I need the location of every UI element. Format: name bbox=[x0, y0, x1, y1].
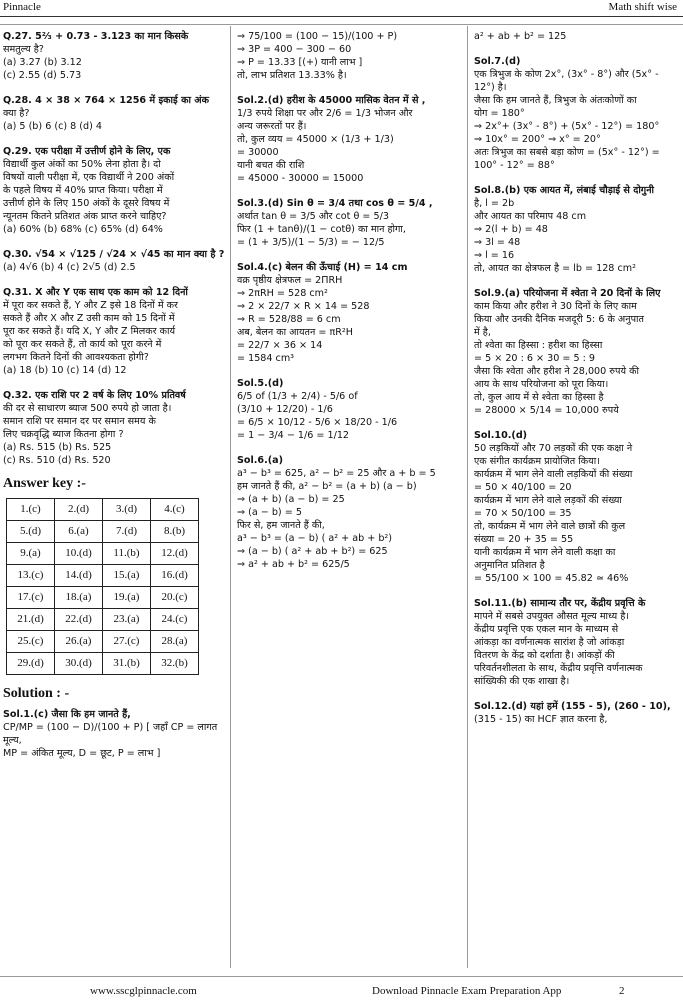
answer-key-cell: 7.(d) bbox=[103, 521, 151, 543]
text-line: ⇒ 75/100 = (100 − 15)/(100 + P) bbox=[237, 31, 398, 42]
text-line: 100° - 12° = 88° bbox=[474, 160, 555, 171]
text-line: = 70 × 50/100 = 35 bbox=[474, 508, 572, 519]
answer-key-row bbox=[7, 521, 199, 543]
text-line: अर्थात tan θ = 3/5 और cot θ = 5/3 bbox=[237, 211, 389, 222]
text-line: a³ − b³ = (a − b) ( a² + ab + b²) bbox=[237, 533, 393, 544]
text-line: अब, बेलन का आयतन = πR²H bbox=[237, 327, 353, 338]
text-line: Sol.5.(d) bbox=[237, 378, 284, 389]
text-line: Sol.3.(d) Sin θ = 3/4 तथा cos θ = 5/4 , bbox=[237, 198, 433, 209]
solution-1 bbox=[3, 708, 225, 760]
text-line: में है, bbox=[474, 327, 491, 338]
text-line: (a) Rs. 515 (b) Rs. 525 bbox=[3, 442, 112, 453]
text-line: Q.27. 5⅔ + 0.73 - 3.123 का मान किसके bbox=[3, 31, 189, 42]
text-block bbox=[237, 454, 462, 571]
text-line: = 1 − 3/4 − 1/6 = 1/12 bbox=[237, 430, 350, 441]
text-line: (a) 5 (b) 6 (c) 8 (d) 4 bbox=[3, 121, 103, 132]
text-line: आय के साथ परियोजना को पूरा किया। bbox=[474, 379, 609, 390]
text-line: में पूरा कर सकते हैं, Y और Z इसे 18 दिनों में कर bbox=[3, 300, 178, 311]
answer-key-cell: 21.(d) bbox=[7, 609, 55, 631]
answer-key-cell: 31.(b) bbox=[103, 653, 151, 675]
text-line: 1/3 रुपये शिक्षा पर और 2/6 = 1/3 भोजन और bbox=[237, 108, 413, 119]
answer-key-cell: 22.(d) bbox=[55, 609, 103, 631]
text-line: ⇒ 2πRH = 528 cm² bbox=[237, 288, 328, 299]
text-line: (315 - 15) का HCF ज्ञात करना है, bbox=[474, 714, 608, 725]
text-line: ⇒ 2(l + b) = 48 bbox=[474, 224, 548, 235]
text-line: Sol.4.(c) बेलन की ऊँचाई (H) = 14 cm bbox=[237, 262, 408, 273]
answer-key-cell: 28.(a) bbox=[151, 631, 199, 653]
solution-title: Solution : - bbox=[3, 686, 70, 701]
text-line: हम जानते हैं की, a² − b² = (a + b) (a − b) bbox=[237, 481, 417, 492]
text-line: CP/MP = (100 − D)/(100 + P) [ जहाँ CP = लागत मूल्य, bbox=[3, 722, 218, 746]
text-line: वक्र पृष्ठीय क्षेत्रफल = 2ΠRH bbox=[237, 275, 343, 286]
text-line: उत्तीर्ण होने के लिए 150 अंकों के दूसरे विषय में bbox=[3, 198, 170, 209]
answer-key-cell: 13.(c) bbox=[7, 565, 55, 587]
text-line: आंकड़ा का वर्णनात्मक सारांश है जो आंकड़ा bbox=[474, 637, 625, 648]
answer-key-cell: 23.(a) bbox=[103, 609, 151, 631]
text-line: वितरण के केंद्र को दर्शाता है। आंकड़ों की bbox=[474, 650, 615, 661]
answer-key-cell: 3.(d) bbox=[103, 499, 151, 521]
text-line: समतुल्य है? bbox=[3, 44, 44, 55]
column-divider-2 bbox=[467, 26, 468, 968]
footer-rule bbox=[0, 976, 683, 977]
footer-website: www.sscglpinnacle.com bbox=[90, 985, 197, 997]
page-number: 2 bbox=[619, 985, 625, 997]
answer-key-title: Answer key :- bbox=[3, 476, 86, 491]
text-line: = 5 × 20 : 6 × 30 = 5 : 9 bbox=[474, 353, 595, 364]
text-line: Sol.8.(b) एक आयत में, लंबाई चौड़ाई से दोगुनी bbox=[474, 185, 655, 196]
text-block bbox=[474, 184, 682, 275]
text-line: के पहले विषय में 40% प्राप्त किया। परीक्षा में bbox=[3, 185, 163, 196]
text-line: एक त्रिभुज के कोण 2x°, (3x° - 8°) और (5x° - bbox=[474, 69, 659, 80]
text-block bbox=[474, 700, 682, 726]
text-line: Q.31. X और Y एक साथ एक काम को 12 दिनों bbox=[3, 287, 188, 298]
text-line: किया और उनकी दैनिक मजदूरी 5: 6 के अनुपात bbox=[474, 314, 644, 325]
text-line: परिवर्तनशीलता के साथ, केंद्रीय प्रवृत्ति वर्णनात्मक bbox=[474, 663, 643, 674]
text-line: ⇒ (a + b) (a − b) = 25 bbox=[237, 494, 345, 505]
text-block bbox=[3, 286, 225, 377]
text-line: विद्यार्थी कुल अंकों का 50% लेना होता है। दो bbox=[3, 159, 161, 170]
text-line: सकते हैं और X और Z उसी काम को 15 दिनों में bbox=[3, 313, 175, 324]
text-line: MP = अंकित मूल्य, D = छूट, P = लाभ ] bbox=[3, 748, 161, 759]
text-line: है, l = 2b bbox=[474, 198, 515, 209]
text-block bbox=[3, 248, 225, 274]
text-line: लगभग कितने दिनों की आवश्यकता होगी? bbox=[3, 352, 149, 363]
answer-key-cell: 12.(d) bbox=[151, 543, 199, 565]
text-line: a³ − b³ = 625, a² − b² = 25 और a + b = 5 bbox=[237, 468, 436, 479]
page-footer bbox=[0, 985, 683, 1000]
text-line: अतः त्रिभुज का सबसे बड़ा कोण = (5x° - 12°) = bbox=[474, 147, 660, 158]
text-line: तो, लाभ प्रतिशत 13.33% है। bbox=[237, 70, 347, 81]
column-3 bbox=[474, 30, 682, 726]
text-line: कार्यक्रम में भाग लेने वाले लड़कों की संख्या bbox=[474, 495, 622, 506]
text-line: Sol.7.(d) bbox=[474, 56, 521, 67]
text-line: ⇒ 10x° = 200° ⇒ x° = 20° bbox=[474, 134, 601, 145]
text-line: (a) 60% (b) 68% (c) 65% (d) 64% bbox=[3, 224, 163, 235]
text-line: 6/5 of (1/3 + 2/4) - 5/6 of bbox=[237, 391, 358, 402]
header-rule bbox=[0, 16, 683, 17]
text-line: काम किया और हरीश ने 30 दिनों के लिए काम bbox=[474, 301, 637, 312]
answer-key-cell: 14.(d) bbox=[55, 565, 103, 587]
text-block bbox=[474, 55, 682, 172]
text-line: Q.32. एक राशि पर 2 वर्ष के लिए 10% प्रतिवर्ष bbox=[3, 390, 186, 401]
text-line: ⇒ 3P = 400 − 300 − 60 bbox=[237, 44, 352, 55]
answer-key-cell: 27.(c) bbox=[103, 631, 151, 653]
text-line: ⇒ 3l = 48 bbox=[474, 237, 521, 248]
text-line: = 30000 bbox=[237, 147, 279, 158]
text-line: Sol.11.(b) सामान्य तौर पर, केंद्रीय प्रवृत्ति के bbox=[474, 598, 646, 609]
text-line: तो, कार्यक्रम में भाग लेने वाले छात्रों की कुल bbox=[474, 521, 626, 532]
answer-key-cell: 4.(c) bbox=[151, 499, 199, 521]
text-line: विषयों वाली परीक्षा में, एक विद्यार्थी ने 200 अंकों bbox=[3, 172, 175, 183]
text-line: पूरा कर सकते हैं। यदि X, Y और Z मिलकर कार्य bbox=[3, 326, 176, 337]
text-line: न्यूनतम कितने प्रतिशत अंक प्राप्त करने चाहिए? bbox=[3, 211, 167, 222]
text-line: Sol.2.(d) हरीश के 45000 मासिक वेतन में से , bbox=[237, 95, 426, 106]
text-block bbox=[474, 429, 682, 585]
text-block bbox=[237, 197, 462, 249]
text-line: तो, कुल व्यय = 45000 × (1/3 + 1/3) bbox=[237, 134, 394, 145]
text-line: (a) 3.27 (b) 3.12 bbox=[3, 57, 82, 68]
text-line: Sol.12.(d) यहां हमें (155 - 5), (260 - 10), bbox=[474, 701, 671, 712]
text-line: = 22/7 × 36 × 14 bbox=[237, 340, 323, 351]
text-line: अनुमानित प्रतिशत है bbox=[474, 560, 545, 571]
text-line: a² + ab + b² = 125 bbox=[474, 31, 567, 42]
text-line: फिर से, हम जानते हैं की, bbox=[237, 520, 325, 531]
text-line: तो श्वेता का हिस्सा : हरीश का हिस्सा bbox=[474, 340, 603, 351]
answer-key-cell: 9.(a) bbox=[7, 543, 55, 565]
text-block bbox=[3, 389, 225, 467]
answer-key-row bbox=[7, 499, 199, 521]
text-line: जैसा कि श्वेता और हरीश ने 28,000 रुपये की bbox=[474, 366, 639, 377]
answer-key-row bbox=[7, 587, 199, 609]
text-line: Q.28. 4 × 38 × 764 × 1256 में इकाई का अंक bbox=[3, 95, 209, 106]
answer-key-cell: 6.(a) bbox=[55, 521, 103, 543]
questions-list bbox=[3, 30, 225, 467]
text-line: ⇒ l = 16 bbox=[474, 250, 515, 261]
text-line: Q.29. एक परीक्षा में उत्तीर्ण होने के लिए, एक bbox=[3, 146, 171, 157]
text-line: फिर (1 + tanθ)/(1 − cotθ) का मान होगा, bbox=[237, 224, 406, 235]
text-line: की दर से साधारण ब्याज 500 रुपये हो जाता है। bbox=[3, 403, 172, 414]
answer-key-cell: 17.(c) bbox=[7, 587, 55, 609]
text-line: 12°) है। bbox=[474, 82, 507, 93]
text-line: Sol.1.(c) जैसा कि हम जानते हैं, bbox=[3, 709, 131, 720]
solutions-list-3 bbox=[474, 30, 682, 726]
text-line: एक संगीत कार्यक्रम प्रायोजित किया। bbox=[474, 456, 600, 467]
text-line: ⇒ a² + ab + b² = 625/5 bbox=[237, 559, 350, 570]
text-line: (c) 2.55 (d) 5.73 bbox=[3, 70, 82, 81]
text-line: क्या है? bbox=[3, 108, 30, 119]
text-line: Sol.10.(d) bbox=[474, 430, 528, 441]
text-line: ⇒ R = 528/88 = 6 cm bbox=[237, 314, 341, 325]
text-line: (c) Rs. 510 (d) Rs. 520 bbox=[3, 455, 111, 466]
column-1 bbox=[3, 30, 225, 760]
answer-key-row bbox=[7, 565, 199, 587]
answer-key-cell: 25.(c) bbox=[7, 631, 55, 653]
text-line: योग = 180° bbox=[474, 108, 525, 119]
answer-key-cell: 1.(c) bbox=[7, 499, 55, 521]
answer-key-cell: 26.(a) bbox=[55, 631, 103, 653]
text-line: संख्या = 20 + 35 = 55 bbox=[474, 534, 574, 545]
text-block bbox=[237, 261, 462, 365]
text-line: = 55/100 × 100 = 45.82 ≃ 46% bbox=[474, 573, 629, 584]
text-block bbox=[474, 597, 682, 688]
text-line: ⇒ (a − b) ( a² + ab + b²) = 625 bbox=[237, 546, 388, 557]
answer-key-cell: 19.(a) bbox=[103, 587, 151, 609]
answer-key-cell: 10.(d) bbox=[55, 543, 103, 565]
text-line: = 45000 - 30000 = 15000 bbox=[237, 173, 364, 184]
header-subject: Math shift wise bbox=[608, 1, 677, 13]
answer-key-table bbox=[6, 498, 199, 675]
solutions-list-2 bbox=[237, 30, 462, 571]
header-brand: Pinnacle bbox=[3, 1, 41, 13]
column-2 bbox=[237, 30, 462, 571]
text-line: केंद्रीय प्रवृत्ति एक एकल मान के माध्यम से bbox=[474, 624, 619, 635]
answer-key-cell: 15.(a) bbox=[103, 565, 151, 587]
text-line: यानी बचत की राशि bbox=[237, 160, 305, 171]
answer-key-cell: 30.(d) bbox=[55, 653, 103, 675]
column-divider-1 bbox=[230, 26, 231, 968]
answer-key-cell: 24.(c) bbox=[151, 609, 199, 631]
header-rule-thin bbox=[0, 24, 683, 25]
text-block bbox=[474, 287, 682, 417]
text-block bbox=[3, 30, 225, 82]
text-line: (3/10 + 12/20) - 1/6 bbox=[237, 404, 333, 415]
answer-key-cell: 2.(d) bbox=[55, 499, 103, 521]
text-line: जैसा कि हम जानते हैं, त्रिभुज के अंतःकोणों का bbox=[474, 95, 637, 106]
answer-key-row bbox=[7, 609, 199, 631]
text-line: और आयत का परिमाप 48 cm bbox=[474, 211, 587, 222]
text-line: = 28000 × 5/14 = 10,000 रुपये bbox=[474, 405, 619, 416]
text-block bbox=[474, 30, 682, 43]
text-line: तो, कुल आय में से श्वेता का हिस्सा है bbox=[474, 392, 604, 403]
text-line: (a) 18 (b) 10 (c) 14 (d) 12 bbox=[3, 365, 127, 376]
text-block bbox=[3, 145, 225, 236]
answer-key-row bbox=[7, 543, 199, 565]
answer-key-row bbox=[7, 653, 199, 675]
text-line: समान राशि पर समान दर पर समान समय के bbox=[3, 416, 156, 427]
text-line: = 1584 cm³ bbox=[237, 353, 295, 364]
text-line: Q.30. √54 × √125 / √24 × √45 का मान क्या है ? bbox=[3, 249, 225, 260]
text-block bbox=[237, 30, 462, 82]
text-line: ⇒ 2 × 22/7 × R × 14 = 528 bbox=[237, 301, 370, 312]
text-block bbox=[237, 94, 462, 185]
text-line: को पूरा कर सकते हैं, तो कार्य को पूरा करने में bbox=[3, 339, 162, 350]
text-line: = 6/5 × 10/12 - 5/6 × 18/20 - 1/6 bbox=[237, 417, 398, 428]
answer-key-cell: 20.(c) bbox=[151, 587, 199, 609]
text-line: सांख्यिकी की एक शाखा है। bbox=[474, 676, 570, 687]
text-line: लिए चक्रवृद्धि ब्याज कितना होगा ? bbox=[3, 429, 124, 440]
text-line: यानी कार्यक्रम में भाग लेने वाली कक्षा का bbox=[474, 547, 616, 558]
text-line: = 50 × 40/100 = 20 bbox=[474, 482, 572, 493]
answer-key-row bbox=[7, 631, 199, 653]
answer-key-cell: 29.(d) bbox=[7, 653, 55, 675]
answer-key-cell: 16.(d) bbox=[151, 565, 199, 587]
answer-key-cell: 32.(b) bbox=[151, 653, 199, 675]
page-header bbox=[0, 0, 683, 16]
text-line: Sol.9.(a) परियोजना में श्वेता ने 20 दिनों के लिए bbox=[474, 288, 661, 299]
answer-key-cell: 11.(b) bbox=[103, 543, 151, 565]
answer-key-cell: 8.(b) bbox=[151, 521, 199, 543]
text-line: (a) 4√6 (b) 4 (c) 2√5 (d) 2.5 bbox=[3, 262, 136, 273]
text-block bbox=[237, 377, 462, 442]
text-line: ⇒ (a − b) = 5 bbox=[237, 507, 302, 518]
answer-key-cell: 5.(d) bbox=[7, 521, 55, 543]
text-line: Sol.6.(a) bbox=[237, 455, 283, 466]
text-line: कार्यक्रम में भाग लेने वाली लड़कियों की संख्या bbox=[474, 469, 633, 480]
text-block bbox=[3, 94, 225, 133]
footer-app-promo: Download Pinnacle Exam Preparation App bbox=[372, 985, 562, 997]
text-line: तो, आयत का क्षेत्रफल है = lb = 128 cm² bbox=[474, 263, 636, 274]
text-line: ⇒ 2x°+ (3x° - 8°) + (5x° - 12°) = 180° bbox=[474, 121, 660, 132]
answer-key-cell: 18.(a) bbox=[55, 587, 103, 609]
text-line: ⇒ P = 13.33 [(+) यानी लाभ ] bbox=[237, 57, 363, 68]
text-line: 50 लड़कियों और 70 लड़कों की एक कक्षा ने bbox=[474, 443, 633, 454]
text-line: अन्य जरूरतों पर हैं। bbox=[237, 121, 307, 132]
text-line: = (1 + 3/5)/(1 − 5/3) = − 12/5 bbox=[237, 237, 385, 248]
text-line: मापने में सबसे उपयुक्त औसत मूल्य माध्य है। bbox=[474, 611, 629, 622]
